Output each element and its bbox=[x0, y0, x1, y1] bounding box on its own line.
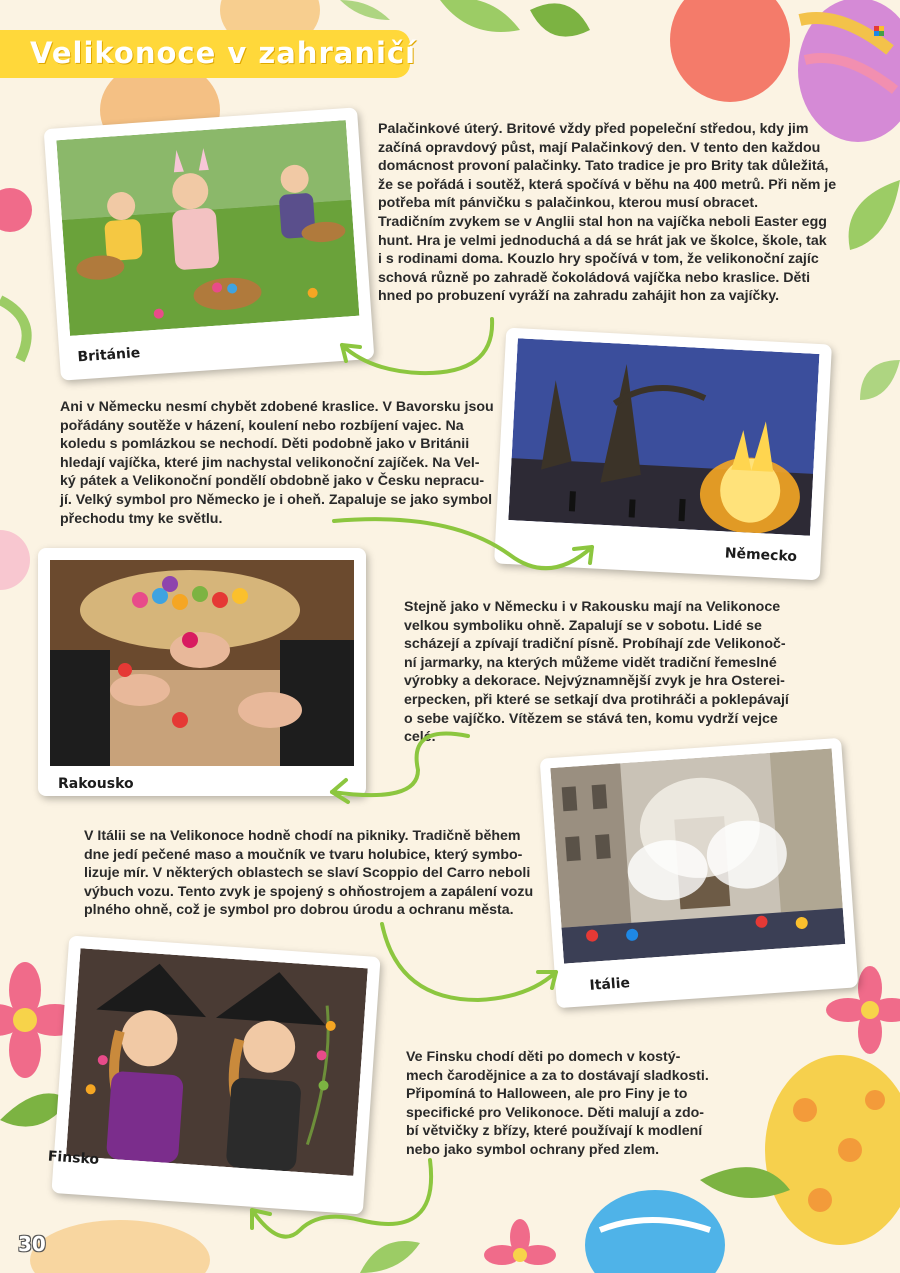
text-italie: V Itálii se na Velikonoce hodně chodí na pikniky. Tradičně během dne jedí pečené maso a moučník ve tvaru holubice, který symbo- lizuje mír. V některých oblastech se slaví Scoppio del Carro neboli výbuch vozu. Tento zvyk je spojený s ohňostrojem a zapálení vozu plného ohně, což je symbol pro dobrou úrodu a ochranu města. bbox=[84, 828, 534, 919]
photo-nemecko bbox=[508, 338, 819, 536]
text-nemecko: Ani v Německu nesmí chybět zdobené kraslice. V Bavorsku jsou pořádány soutěže v házení, koulení nebo rozbíjení vajec. Na koledu s pomlázkou se nechodí. Děti podobně jako v Británii hledají vajíčka, které jim nachystal velikonoční zajíček. Na Vel- ký pátek a Velikonoční pondělí obdobně jako v Česku nepracu- jí. Velký symbol pro Německo je i oheň. Zapaluje se jako symbol přechodu tmy ke světlu. bbox=[60, 399, 494, 527]
photo-card-italie bbox=[540, 738, 859, 1008]
card-label-nemecko: Německo bbox=[724, 545, 798, 566]
photo-card-rakousko bbox=[38, 548, 366, 796]
card-label-italie: Itálie bbox=[589, 975, 631, 994]
photo-rakousko bbox=[50, 560, 354, 766]
arrow-rakousko-italie bbox=[318, 730, 478, 810]
text-finsko: Ve Finsku chodí děti po domech v kostý- mech čarodějnice a za to dostávají sladkosti. Připomíná to Halloween, ale pro Finy je to specifické pro Velikonoce. Děti malují a zdo- bí větvičky z břízy, které používají k modlení nebo jako symbol ochrany před zlem. bbox=[406, 1049, 709, 1158]
page-number: 30 bbox=[18, 1232, 46, 1256]
arrow-nemecko-rakousko bbox=[330, 515, 610, 590]
card-label-finsko: Finsko bbox=[47, 1148, 100, 1169]
card-label-rakousko: Rakousko bbox=[58, 776, 134, 792]
photo-britanie bbox=[56, 120, 359, 336]
photo-finsko bbox=[66, 948, 368, 1176]
arrow-finsko-end bbox=[240, 1150, 440, 1245]
text-britanie: Palačinkové úterý. Britové vždy před popeleční středou, kdy jim začíná opravdový půst, mají Palačinkový den. V tento den každou domácnost provoní palačinky. Tato tradice je pro Brity tak důležitá, že se pořádá i soutěž, která spočívá v běhu na 400 metrů. Při něm je potřeba mít pánvičku s palačinkou, kterou musí obracet. Tradičním zvykem se v Anglii stal hon na vajíčka neboli Easter egg hunt. Hra je velmi jednoduchá a dá se hrát jak ve školce, škole, tak i s rodinami doma. Kouzlo hry spočívá v tom, že velikonoční zajíc schová různě po zahradě čokoládová vajíčka nebo kraslice. Děti hned po probuzení vyráží na zahradu zahájit hon za vajíčky. bbox=[378, 121, 837, 305]
photo-italie bbox=[550, 748, 845, 963]
card-label-britanie: Británie bbox=[77, 345, 141, 366]
arrow-italie-finsko bbox=[378, 920, 568, 1010]
page-title: Velikonoce v zahraničí bbox=[30, 36, 417, 70]
text-rakousko: Stejně jako v Německu i v Rakousku mají na Velikonoce velkou symboliku ohně. Zapalují se v sobotu. Lidé se scházejí a zpívají tradiční písně. Probíhají zde Velikonoč- ní jarmarky, na kterých můžeme vidět tradiční řemeslné výrobky a dekorace. Nejvýznamnější zvyk je hra Osterei- erpecken, při které se setkají dva protihráči a poklepávají o sebe vajíčko. Vítězem se stává ten, komu vydrží vejce celé. bbox=[404, 599, 789, 746]
photo-card-britanie bbox=[44, 107, 375, 380]
arrow-britanie-nemecko bbox=[330, 315, 500, 385]
